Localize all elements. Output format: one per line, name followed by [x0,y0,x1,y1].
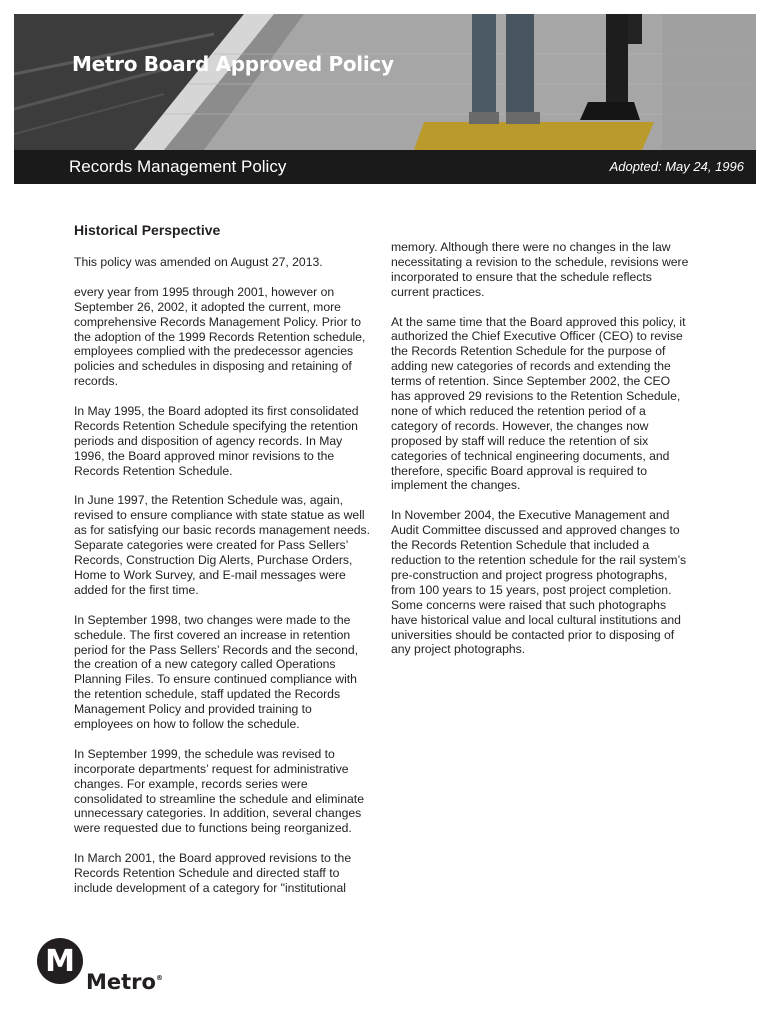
left-column [74,255,374,911]
paragraph: In September 1998, two changes were made to the schedule. The first covered an increase in retention period for the Pass Sellers’ Records and the second, the creation of a new category called Operations Planning Files. To ensure continued compliance with the retention schedule, staff updated the Records Management Policy and provided training to employees on how to follow the schedule. [74,612,359,732]
logo-mark-letter: M [45,944,75,979]
right-column [391,240,691,672]
paragraph: In November 2004, the Executive Management and Audit Committee discussed and approved changes to the Records Retention Schedule that included a reduction to the retention schedule for the rail system’s pre-construction and project progress photographs, from 100 years to 15 years, post project completion. Some concerns were raised that such photographs have historical value and local cultural institutions and universities should be contacted prior to disposing of any project photographs. [391,508,687,657]
paragraph: In September 1999, the schedule was revised to incorporate departments’ request for administrative changes. For example, records series were consolidated to streamline the schedule and eliminate unnecessary categories. In addition, several changes were requested due to functions being reorganized. [74,746,364,836]
trademark-symbol: ® [155,974,163,982]
banner-photo [14,14,756,150]
paragraph: every year from 1995 through 2001, however on September 26, 2002, it adopted the current, more comprehensive Records Management Policy. Prior to the adoption of the 1999 Records Retention schedule, employees complied with the predecessor agencies policies and schedules in disposing and retaining of records. [74,284,366,389]
policy-name: Records Management Policy [69,157,287,176]
paragraph: In May 1995, the Board adopted its first consolidated Records Retention Schedule specifying the retention periods and disposition of agency records. In May 1996, the Board approved minor revisions to the Records Retention Schedule. [74,404,359,478]
adopted-date: Adopted: May 24, 1996 [609,159,744,174]
wordmark-text: Metro [86,970,156,994]
paragraph: At the same time that the Board approved this policy, it authorized the Chief Executive Officer (CEO) to revise the Records Retention Schedule for the purpose of adding new categories of records and extending the terms of retention. Since September 2002, the CEO has approved 29 revisions to the Retention Schedule, none of which reduced the retention period of a category of records. However, the changes now proposed by staff will reduce the retention of six categories of technical engineering documents, and therefore, specific Board approval is required to implement the changes. [391,314,686,493]
metro-logo-icon [36,937,84,985]
paragraph: memory. Although there were no changes in the law necessitating a revision to the schedule, revisions were incorporated to ensure that the schedule reflects current practices. [391,240,689,299]
section-heading: Historical Perspective [74,222,221,238]
paragraph: In June 1997, the Retention Schedule was, again, revised to ensure compliance with state statue as well as for satisfying our basic records management needs. Separate categories were created for Pass Sellers’ Records, Construction Dig Alerts, Purchase Orders, Home to Work Survey, and E-mail messages were added for the first time. [74,493,371,597]
station-platform-image [14,14,756,150]
paragraph: In March 2001, the Board approved revisions to the Records Retention Schedule and directed staff to include development of a category for "institutional [74,851,352,895]
policy-title-bar [14,150,756,184]
banner-title: Metro Board Approved Policy [72,52,394,76]
metro-wordmark [86,970,163,994]
paragraph: This policy was amended on August 27, 2013. [74,255,323,269]
header-banner [14,14,756,184]
